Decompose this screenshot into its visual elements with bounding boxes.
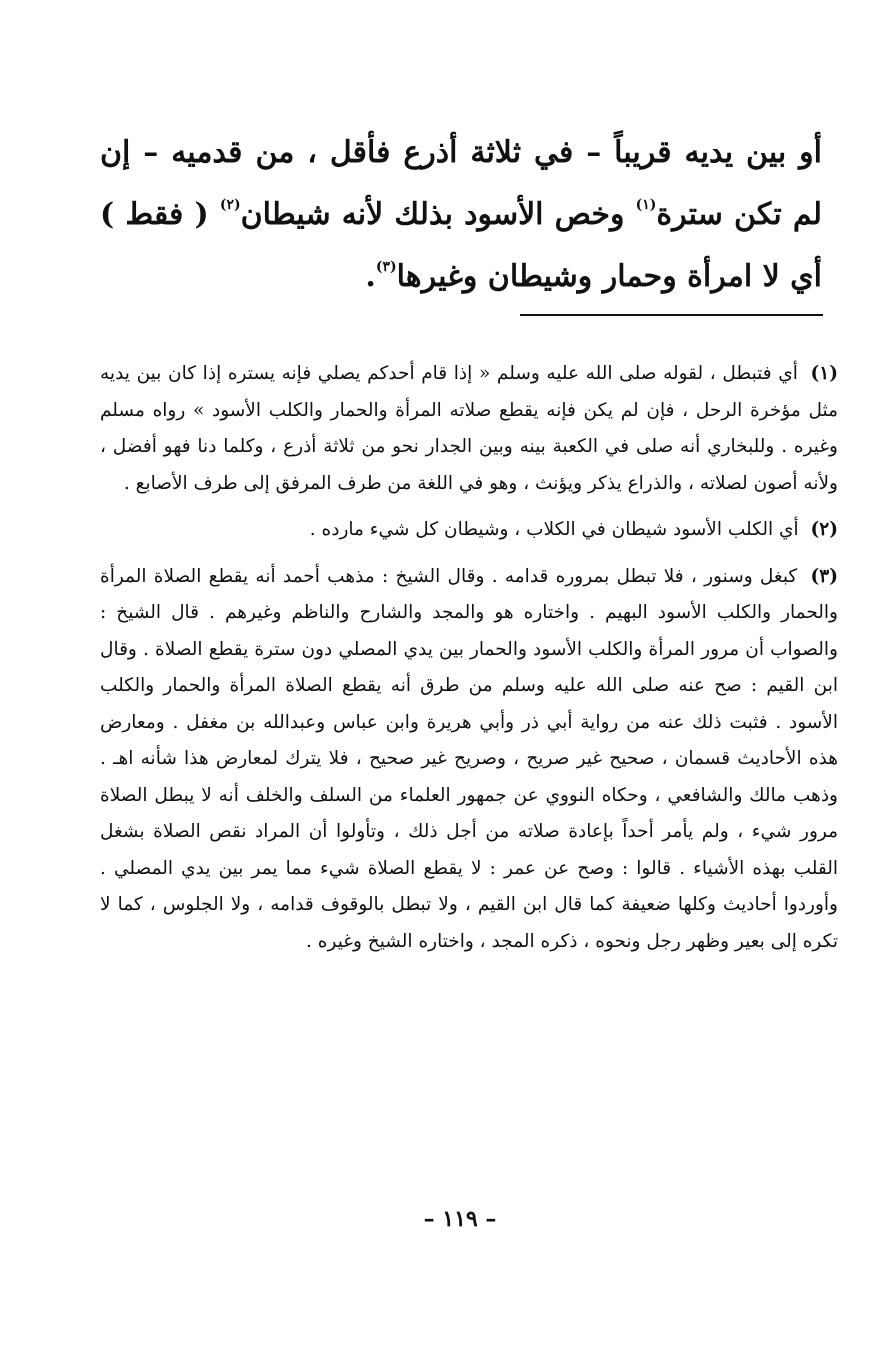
footnote-text: كبغل وسنور ، فلا تبطل بمروره قدامه . وقال الشيخ : مذهب أحمد أنه يقطع الصلاة المرأة والحمار والكلب الأسود البهيم . واختاره هو والمجد والشارح والناظم وغيرهم . قال الشيخ : والصواب أن مرور المرأة والكلب الأسود والحمار بين يدي المصلي دون سترة يقطع الصلاة . وقال ابن القيم : صح عنه صلى الله عليه وسلم من طرق أنه يقطع الصلاة المرأة والحمار والكلب الأسود . فثبت ذلك عنه من رواية أبي ذر وأبي هريرة وابن عباس وعبدالله بن مغفل . ومعارض هذه الأحاديث قسمان ، صحيح غير صريح ، وصريح غير صحيح ، فلا يترك لمعارض هذا شأنه اهـ . وذهب مالك والشافعي ، وحكاه النووي عن جمهور العلماء من السلف والخلف أنه لا يبطل الصلاة مرور شيء ، ولم يأمر أحداً بإعادة صلاته من أجل ذلك ، وتأولوا أن المراد نقص الصلاة بشغل القلب بهذه الأشياء . قالوا : وصح عن عمر : لا يقطع الصلاة شيء مما يمر بين يدي المصلي . وأوردوا أحاديث وكلها ضعيفة كما قال ابن القيم ، ولا تبطل بالوقوف قدامه ، ولا الجلوس ، كما لا تكره إلى بعير وظهر رجل ونحوه ، ذكره المجد ، واختاره الشيخ وغيره . <box>100 565 838 952</box>
footnote-1 <box>100 356 838 502</box>
footnote-ref-3: (٣) <box>375 259 397 275</box>
footnote-ref-2: (٢) <box>219 197 241 213</box>
footnote-number: (١) <box>810 363 838 384</box>
footnote-ref-1: (١) <box>635 197 657 213</box>
main-text-part-2: وخص الأسود بذلك لأنه شيطان <box>240 197 636 232</box>
main-text-part-3: ( فقط ) أي لا امرأة وحمار وشيطان وغيرها <box>100 197 822 294</box>
footnote-number: (٣) <box>810 565 838 587</box>
footnotes <box>100 356 838 970</box>
footnote-text: أي فتبطل ، لقوله صلى الله عليه وسلم « إذا قام أحدكم يصلي فإنه يستره إذا كان بين يديه مثل مؤخرة الرحل ، فإن لم يكن فإنه يقطع صلاته المرأة والحمار والكلب الأسود » رواه مسلم وغيره . وللبخاري أنه صلى في الكعبة بينه وبين الجدار نحو من ثلاثة أذرع ، وكلما دنا فهو أفضل ، ولأنه أصون لصلاته ، والذراع يذكر ويؤنث ، وهو في اللغة من طرف المرفق إلى طرف الأصابع . <box>100 363 838 494</box>
footnote-2 <box>100 512 838 549</box>
footnote-separator <box>520 314 823 316</box>
main-text-part-4: . <box>365 259 376 294</box>
footnote-text: أي الكلب الأسود شيطان في الكلاب ، وشيطان كل شيء مارده . <box>309 519 799 540</box>
footnote-3 <box>100 559 838 961</box>
main-text-part-1: أو بين يديه قريباً – في ثلاثة أذرع فأقل ، من قدميه – إن لم تكن سترة <box>100 135 823 232</box>
main-text <box>100 122 822 308</box>
footnote-number: (٢) <box>810 519 838 540</box>
page-number: – ١١٩ – <box>423 1206 497 1232</box>
